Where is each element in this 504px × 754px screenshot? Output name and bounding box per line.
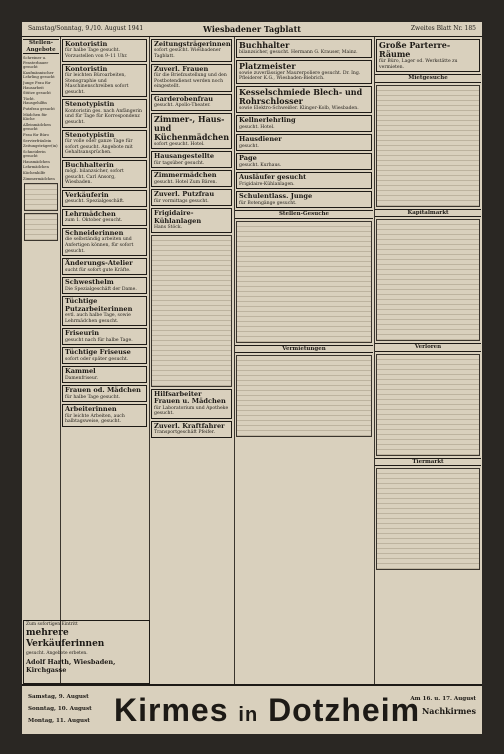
classified-ad: Kontoristin für halbe Tage gesucht. Vorzustellen von 9–11 Uhr. bbox=[62, 39, 147, 62]
section-heading: Verloren bbox=[375, 343, 481, 352]
dense-text-block bbox=[376, 354, 480, 456]
classified-ad: Tüchtige Friseuse sofort oder später gesucht. bbox=[62, 347, 147, 364]
dense-text-block bbox=[24, 183, 58, 211]
section-heading: Tiermarkt bbox=[375, 458, 481, 467]
classified-ad: Zimmer-, Haus- und Küchenmädchen sofort gesucht. Hotel. bbox=[151, 113, 232, 150]
dense-text-block bbox=[151, 235, 232, 387]
classified-ad: Buchhalter bilanzsicher, gesucht. Hermann G. Krauser, Mainz. bbox=[236, 39, 372, 58]
classified-ad: Lehrmädchen zum 1. Oktober gesucht. bbox=[62, 209, 147, 226]
classified-ad: Hausdiener gesucht. bbox=[236, 134, 372, 151]
dense-text-block bbox=[236, 355, 372, 437]
classified-ad: Hausangestellte für tagsüber gesucht. bbox=[151, 151, 232, 168]
banner-date: Samstag, 9. August bbox=[28, 694, 89, 700]
list-item: Zeitungsträger(in) bbox=[23, 144, 58, 149]
classified-ad: Page gesucht. Kurhaus. bbox=[236, 153, 372, 170]
classified-column-3 bbox=[150, 37, 233, 684]
list-item: Schneiderin gesucht bbox=[23, 149, 46, 159]
page-header bbox=[22, 22, 482, 37]
classified-ad: Zuverl. Frauen für die Briefzustellung und den Postbotendienst werden noch eingestellt. bbox=[151, 64, 232, 92]
classified-ad: Kellnerlehrling gesucht. Hotel. bbox=[236, 115, 372, 132]
dense-text-block bbox=[376, 219, 480, 341]
classified-ad: Schulentlass. Junge für Botengänge gesucht. bbox=[236, 191, 372, 208]
classified-ad: Ausläufer gesucht Frigidaire-Kühlanlagen. bbox=[236, 172, 372, 189]
classified-ad: Platzmeister sowie zuverlässiger Maurerpoliere gesucht. Dr. Ing. Pfleiderer K.G., Wiesbaden-Biebrich. bbox=[236, 60, 372, 84]
list-item: Hausmädchen bbox=[23, 159, 50, 164]
classified-column-5 bbox=[375, 37, 481, 684]
section-heading: Mietgesuche bbox=[375, 74, 481, 83]
list-item: Lehrmädchen bbox=[23, 165, 49, 170]
classified-ad: Tüchtige Putzarbeiterinnen evtl. auch halbe Tage, sowie Lehrmädchen gesucht. bbox=[62, 296, 147, 326]
newspaper-page bbox=[22, 22, 482, 734]
list-item: Zimmermädchen bbox=[23, 176, 55, 181]
section-heading: Stellen-Gesuche bbox=[235, 210, 373, 219]
header-title: Wiesbadener Tagblatt bbox=[202, 24, 301, 34]
dense-text-block bbox=[24, 213, 58, 241]
section-heading: Vermietungen bbox=[235, 345, 373, 354]
list-item: Alleinmädchen gesucht bbox=[23, 122, 51, 132]
dense-text-block bbox=[236, 221, 372, 343]
classified-ad: Zimmermädchen gesucht. Hotel Zum Bären. bbox=[151, 170, 232, 187]
header-sheet: Zweites Blatt Nr. 185 bbox=[410, 25, 476, 32]
classified-ad: Stenotypistin Kontoristin ges. nach Anfängerin und für Tage für Korrespondenz gesucht. bbox=[62, 99, 147, 127]
list-item: Küchenhilfe bbox=[23, 171, 46, 176]
classified-column-2 bbox=[61, 37, 148, 619]
list-item: Schreiner u. Fensterbauer gesucht bbox=[23, 56, 49, 70]
classified-ad: Friseurin gesucht nach für halbe Tage. bbox=[62, 328, 147, 345]
classified-ad: Kontoristin für leichten Büroarbeiten, Stenographie und Maschinenschreiben sofort gesucht. bbox=[62, 64, 147, 98]
classified-ad: Zeitungsträgerinnen sofort gesucht. Wiesbadener Tagblatt. bbox=[151, 39, 232, 62]
classified-ad: Frigidaire-Kühlanlagen Hans Stöck. bbox=[151, 208, 232, 232]
dense-text-block bbox=[376, 468, 480, 570]
list-item: Tücht. Hausgehilfin bbox=[23, 96, 47, 106]
list-item: Putzfrau gesucht bbox=[23, 106, 55, 111]
classified-column-4 bbox=[235, 37, 373, 684]
classified-ad: Stenotypistin für volle oder ganze Tage für sofort gesucht. Angebote mit Gehaltsansprüchen. bbox=[62, 130, 147, 158]
header-date: Samstag/Sonntag, 9./10. August 1941 bbox=[28, 25, 144, 32]
section-heading: Stellen-Angebote bbox=[23, 39, 59, 54]
list-item: Stütze gesucht bbox=[23, 91, 51, 96]
classified-ad: Schneiderinnen die selbständig arbeiten und Anfertigen können, für sofort gesucht. bbox=[62, 228, 147, 256]
classified-column-1 bbox=[23, 37, 59, 684]
display-ad-verkaeuferinnen: Zum sofortigen Eintritt mehrere Verkäuferinnen gesucht. Angebote erbeten. Adolf Harth, Wiesbaden, Kirchgasse bbox=[23, 620, 150, 684]
classified-ad: Arbeiterinnen für leichte Arbeiten, auch halbtagsweise, gesucht. bbox=[62, 404, 147, 427]
banner-date: Sonntag, 10. August bbox=[28, 706, 92, 712]
list-item: Junge Frau für Hausarbeit bbox=[23, 80, 51, 90]
list-item: Kaufmännischer Lehrling gesucht bbox=[23, 70, 55, 80]
classified-ad: Schwesthelm Die Spezialgeschäft der Dame. bbox=[62, 277, 147, 294]
classified-ad: Große Parterre-Räume für Büro, Lager od. Werkstätte zu vermieten. bbox=[376, 39, 480, 72]
classified-ad: Frauen od. Mädchen für halbe Tage gesucht. bbox=[62, 385, 147, 402]
section-heading: Kapitalmarkt bbox=[375, 209, 481, 218]
classified-ad: Hilfsarbeiter Frauen u. Mädchen für Laboratorium und Apotheke gesucht. bbox=[151, 389, 232, 419]
banner-headline: Kirmes in Dotzheim bbox=[114, 692, 421, 728]
classified-ad: Garderobenfrau gesucht. Apollo-Theater. bbox=[151, 94, 232, 111]
list-item: Servierfräulein bbox=[23, 138, 52, 143]
banner-right: Am 16. u. 17. August Nachkirmes bbox=[410, 696, 476, 716]
classified-ad: Buchhalterin mögl. bilanzsicher, sofort gesucht. Carl Ansorg, Wiesbaden. bbox=[62, 160, 147, 188]
kirmes-banner bbox=[22, 684, 482, 734]
classified-ad: Kammel Damenfriseur. bbox=[62, 366, 147, 383]
classified-ad: Verkäuferin gesucht. Spezialgeschäft. bbox=[62, 190, 147, 207]
classified-ad: Kesselschmiede Blech- und Rohrschlosser sowie Elektro-Schweißer. Klinger-Kolb, Wiesbaden. bbox=[236, 86, 372, 114]
list-item: Frau für Büro bbox=[23, 132, 49, 137]
banner-date: Montag, 11. August bbox=[28, 718, 90, 724]
classified-ad: Zuverl. Kraftfahrer Transportgeschäft Pfeifer. bbox=[151, 421, 232, 438]
dense-text-block bbox=[376, 85, 480, 207]
classified-ad: Zuverl. Putzfrau für vormittags gesucht. bbox=[151, 189, 232, 206]
list-item: Mädchen für Küche bbox=[23, 112, 48, 122]
classified-ad: Änderungs-Atelier sucht für sofort gute Kräfte. bbox=[62, 258, 147, 275]
